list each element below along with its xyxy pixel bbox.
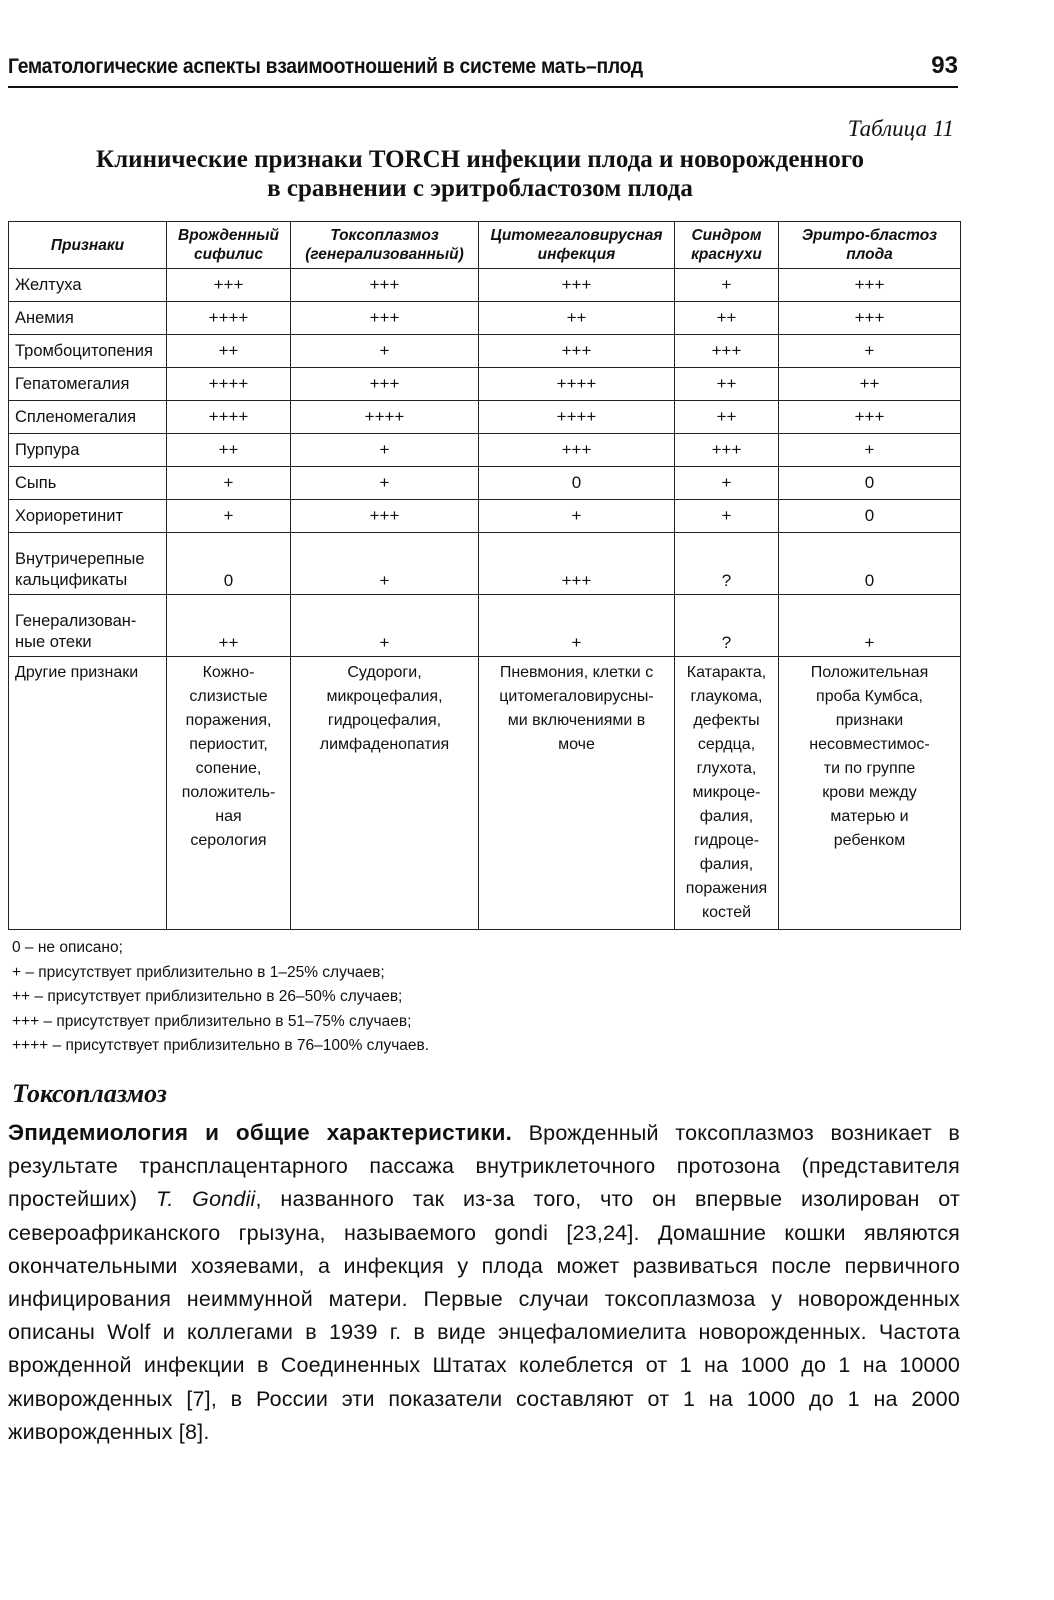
cell-line: фалия, [699, 808, 754, 825]
cell-line: микроцефалия, [326, 688, 443, 705]
table-cell: +++ [167, 269, 291, 302]
table-row [9, 269, 961, 302]
table-cell: ++ [479, 302, 675, 335]
table-title-line: Клинические признаки TORCH инфекции плода и новорожденного [96, 146, 864, 173]
cell-line: Судороги, [347, 664, 422, 681]
table-row [9, 595, 961, 657]
table-cell: + [291, 335, 479, 368]
table-cell: + [675, 269, 779, 302]
row-label: Сыпь [9, 467, 167, 500]
table-cell: ++ [167, 434, 291, 467]
table-cell: + [479, 500, 675, 533]
cell-line: Катаракта, [686, 664, 767, 681]
cell-line: костей [701, 904, 752, 921]
table-title-line: в сравнении с эритробластозом плода [267, 175, 693, 202]
row-label: Другие признаки [9, 657, 167, 930]
cell-line: положитель- [181, 784, 276, 801]
table-row [9, 302, 961, 335]
table-cell: + [479, 595, 675, 657]
table-row [9, 500, 961, 533]
table-cell [291, 657, 479, 930]
table-cell: +++ [291, 302, 479, 335]
organism-name: T. Gondii [155, 1187, 256, 1212]
table-row [9, 368, 961, 401]
table-cell [779, 657, 961, 930]
cell-line: Положительная [810, 664, 929, 681]
table-cell: + [291, 434, 479, 467]
cell-line: несовместимос- [809, 736, 930, 753]
row-label-line: Внутричерепные [15, 550, 145, 568]
cell-line: гидроце- [693, 832, 760, 849]
table-cell: ++ [675, 302, 779, 335]
table-cell: ++++ [291, 401, 479, 434]
table-row-other-signs [9, 657, 961, 930]
table-cell: 0 [479, 467, 675, 500]
row-label: Тромбоцитопения [9, 335, 167, 368]
cell-line: лимфаденопатия [319, 736, 450, 753]
table-cell: ? [675, 595, 779, 657]
table-cell: ++++ [167, 401, 291, 434]
cell-line: сердца, [697, 736, 756, 753]
table-cell: ++ [167, 335, 291, 368]
table-row [9, 401, 961, 434]
table-cell: ++++ [479, 401, 675, 434]
row-label: Спленомегалия [9, 401, 167, 434]
row-label: Хориоретинит [9, 500, 167, 533]
table-cell: 0 [779, 467, 961, 500]
table-cell [675, 657, 779, 930]
row-label-line: кальцификаты [15, 571, 128, 589]
header-cell: Врожденный сифилис [167, 222, 291, 269]
table-cell: +++ [479, 335, 675, 368]
header-cell: Цитомегаловирусная инфекция [479, 222, 675, 269]
cell-line: глаукома, [690, 688, 763, 705]
running-head-title: Гематологические аспекты взаимоотношений в системе мать–плод [8, 55, 643, 78]
table-label: Таблица 11 [847, 116, 954, 141]
header-cell: Токсоплазмоз (генерализованный) [291, 222, 479, 269]
header-cell: Эритро-бластоз плода [779, 222, 961, 269]
table-body-tall [9, 533, 961, 930]
paragraph-text: Врожденный токсоплазмоз возникает в результате трансплацентарного пассажа внутриклеточного протозона (представителя простейших) [8, 1121, 960, 1212]
row-label-line: Генерализован- [15, 612, 137, 630]
cell-line: слизистые [189, 688, 268, 705]
running-head [8, 52, 958, 88]
table-cell: +++ [675, 335, 779, 368]
page-number: 93 [931, 52, 958, 79]
table-cell: +++ [291, 269, 479, 302]
table-cell: +++ [779, 269, 961, 302]
cell-line: Пневмония, клетки с [499, 664, 654, 681]
cell-line: моче [558, 736, 595, 753]
table-row [9, 533, 961, 595]
table-title [0, 145, 960, 203]
cell-line: серология [190, 832, 267, 849]
table-cell: ++ [167, 595, 291, 657]
table-cell: +++ [675, 434, 779, 467]
table-row [9, 335, 961, 368]
cell-line: дефекты [693, 712, 760, 729]
cell-line: ми включениями в [507, 712, 646, 729]
cell-line: поражения, [185, 712, 272, 729]
table-cell: + [291, 533, 479, 595]
table-cell: +++ [291, 368, 479, 401]
row-label: Желтуха [9, 269, 167, 302]
table-cell: 0 [167, 533, 291, 595]
cell-line: цитомегаловирусны- [499, 688, 654, 705]
table-cell: ++++ [167, 368, 291, 401]
cell-line: матерью и [830, 808, 909, 825]
table-cell: +++ [479, 434, 675, 467]
table-cell [479, 657, 675, 930]
legend-item: +++ – присутствует приблизительно в 51–75% случаев; [12, 1012, 412, 1030]
table-cell: + [779, 434, 961, 467]
table-cell: ++ [779, 368, 961, 401]
cell-line: фалия, [699, 856, 754, 873]
table-cell: +++ [779, 302, 961, 335]
legend-item: 0 – не описано; [12, 939, 123, 956]
cell-line: глухота, [696, 760, 757, 777]
table-cell: 0 [779, 500, 961, 533]
row-label: Пурпура [9, 434, 167, 467]
cell-line: ребенком [833, 832, 906, 849]
paragraph-lead: Эпидемиология и общие характеристики. [8, 1120, 513, 1145]
body-paragraph [8, 1116, 960, 1449]
table-cell: +++ [779, 401, 961, 434]
cell-line: проба Кумбса, [816, 688, 923, 705]
table-row [9, 434, 961, 467]
row-label-line: ные отеки [15, 633, 92, 651]
table-cell: + [291, 467, 479, 500]
header-cell: Синдром краснухи [675, 222, 779, 269]
table-cell: +++ [291, 500, 479, 533]
legend-item: + – присутствует приблизительно в 1–25% случаев; [12, 963, 385, 981]
row-label [9, 533, 167, 595]
table-cell: ++++ [479, 368, 675, 401]
table-body [9, 269, 961, 533]
table-cell [167, 657, 291, 930]
cell-line: микроце- [692, 784, 761, 801]
legend-item: ++ – присутствует приблизительно в 26–50% случаев; [12, 988, 403, 1005]
cell-line: гидроцефалия, [327, 712, 442, 729]
row-label: Гепатомегалия [9, 368, 167, 401]
table-cell: ++ [675, 401, 779, 434]
table-cell: +++ [479, 533, 675, 595]
table-cell: + [675, 500, 779, 533]
table-row [9, 467, 961, 500]
cell-line: периостит, [189, 736, 268, 753]
table-legend [12, 936, 429, 1059]
row-label: Анемия [9, 302, 167, 335]
cell-line: признаки [835, 712, 904, 729]
table-header-row [9, 222, 961, 269]
table-cell: + [167, 467, 291, 500]
section-heading: Токсоплазмоз [12, 1079, 167, 1108]
table-cell: + [779, 595, 961, 657]
row-label [9, 595, 167, 657]
table-cell: 0 [779, 533, 961, 595]
table-cell: + [675, 467, 779, 500]
table-cell: ++ [675, 368, 779, 401]
table-cell: +++ [479, 269, 675, 302]
torch-comparison-table [8, 221, 961, 930]
cell-line: ная [215, 808, 242, 825]
cell-line: поражения [685, 880, 768, 897]
cell-line: крови между [822, 784, 917, 801]
table-cell: ++++ [167, 302, 291, 335]
paragraph-text: , названного так из-за того, что он впервые изолирован от североафриканского грызуна, называемого gondi [23,24]. Домашние кошки являются окончательными хозяевами, а инфекция у плода может развиваться после первичного инфицирования неиммунной матери. Первые случаи токсоплазмоза у новорожденных описаны Wolf и коллегами в 1939 г. в виде энцефаломиелита новорожденных. Частота врожденной инфекции в Соединенных Штатах колеблется от 1 на 1000 до 1 на 10000 живорожденных [7], в России эти показатели составляют от 1 на 1000 до 1 на 2000 живорожденных [8]. [8, 1187, 960, 1444]
legend-item: ++++ – присутствует приблизительно в 76–100% случаев. [12, 1037, 430, 1054]
table-cell: + [779, 335, 961, 368]
table-cell: + [291, 595, 479, 657]
table-cell: ? [675, 533, 779, 595]
cell-line: сопение, [195, 760, 262, 777]
table-cell: + [167, 500, 291, 533]
cell-line: ти по группе [823, 760, 916, 777]
header-cell: Признаки [9, 222, 167, 269]
cell-line: Кожно- [202, 664, 255, 681]
